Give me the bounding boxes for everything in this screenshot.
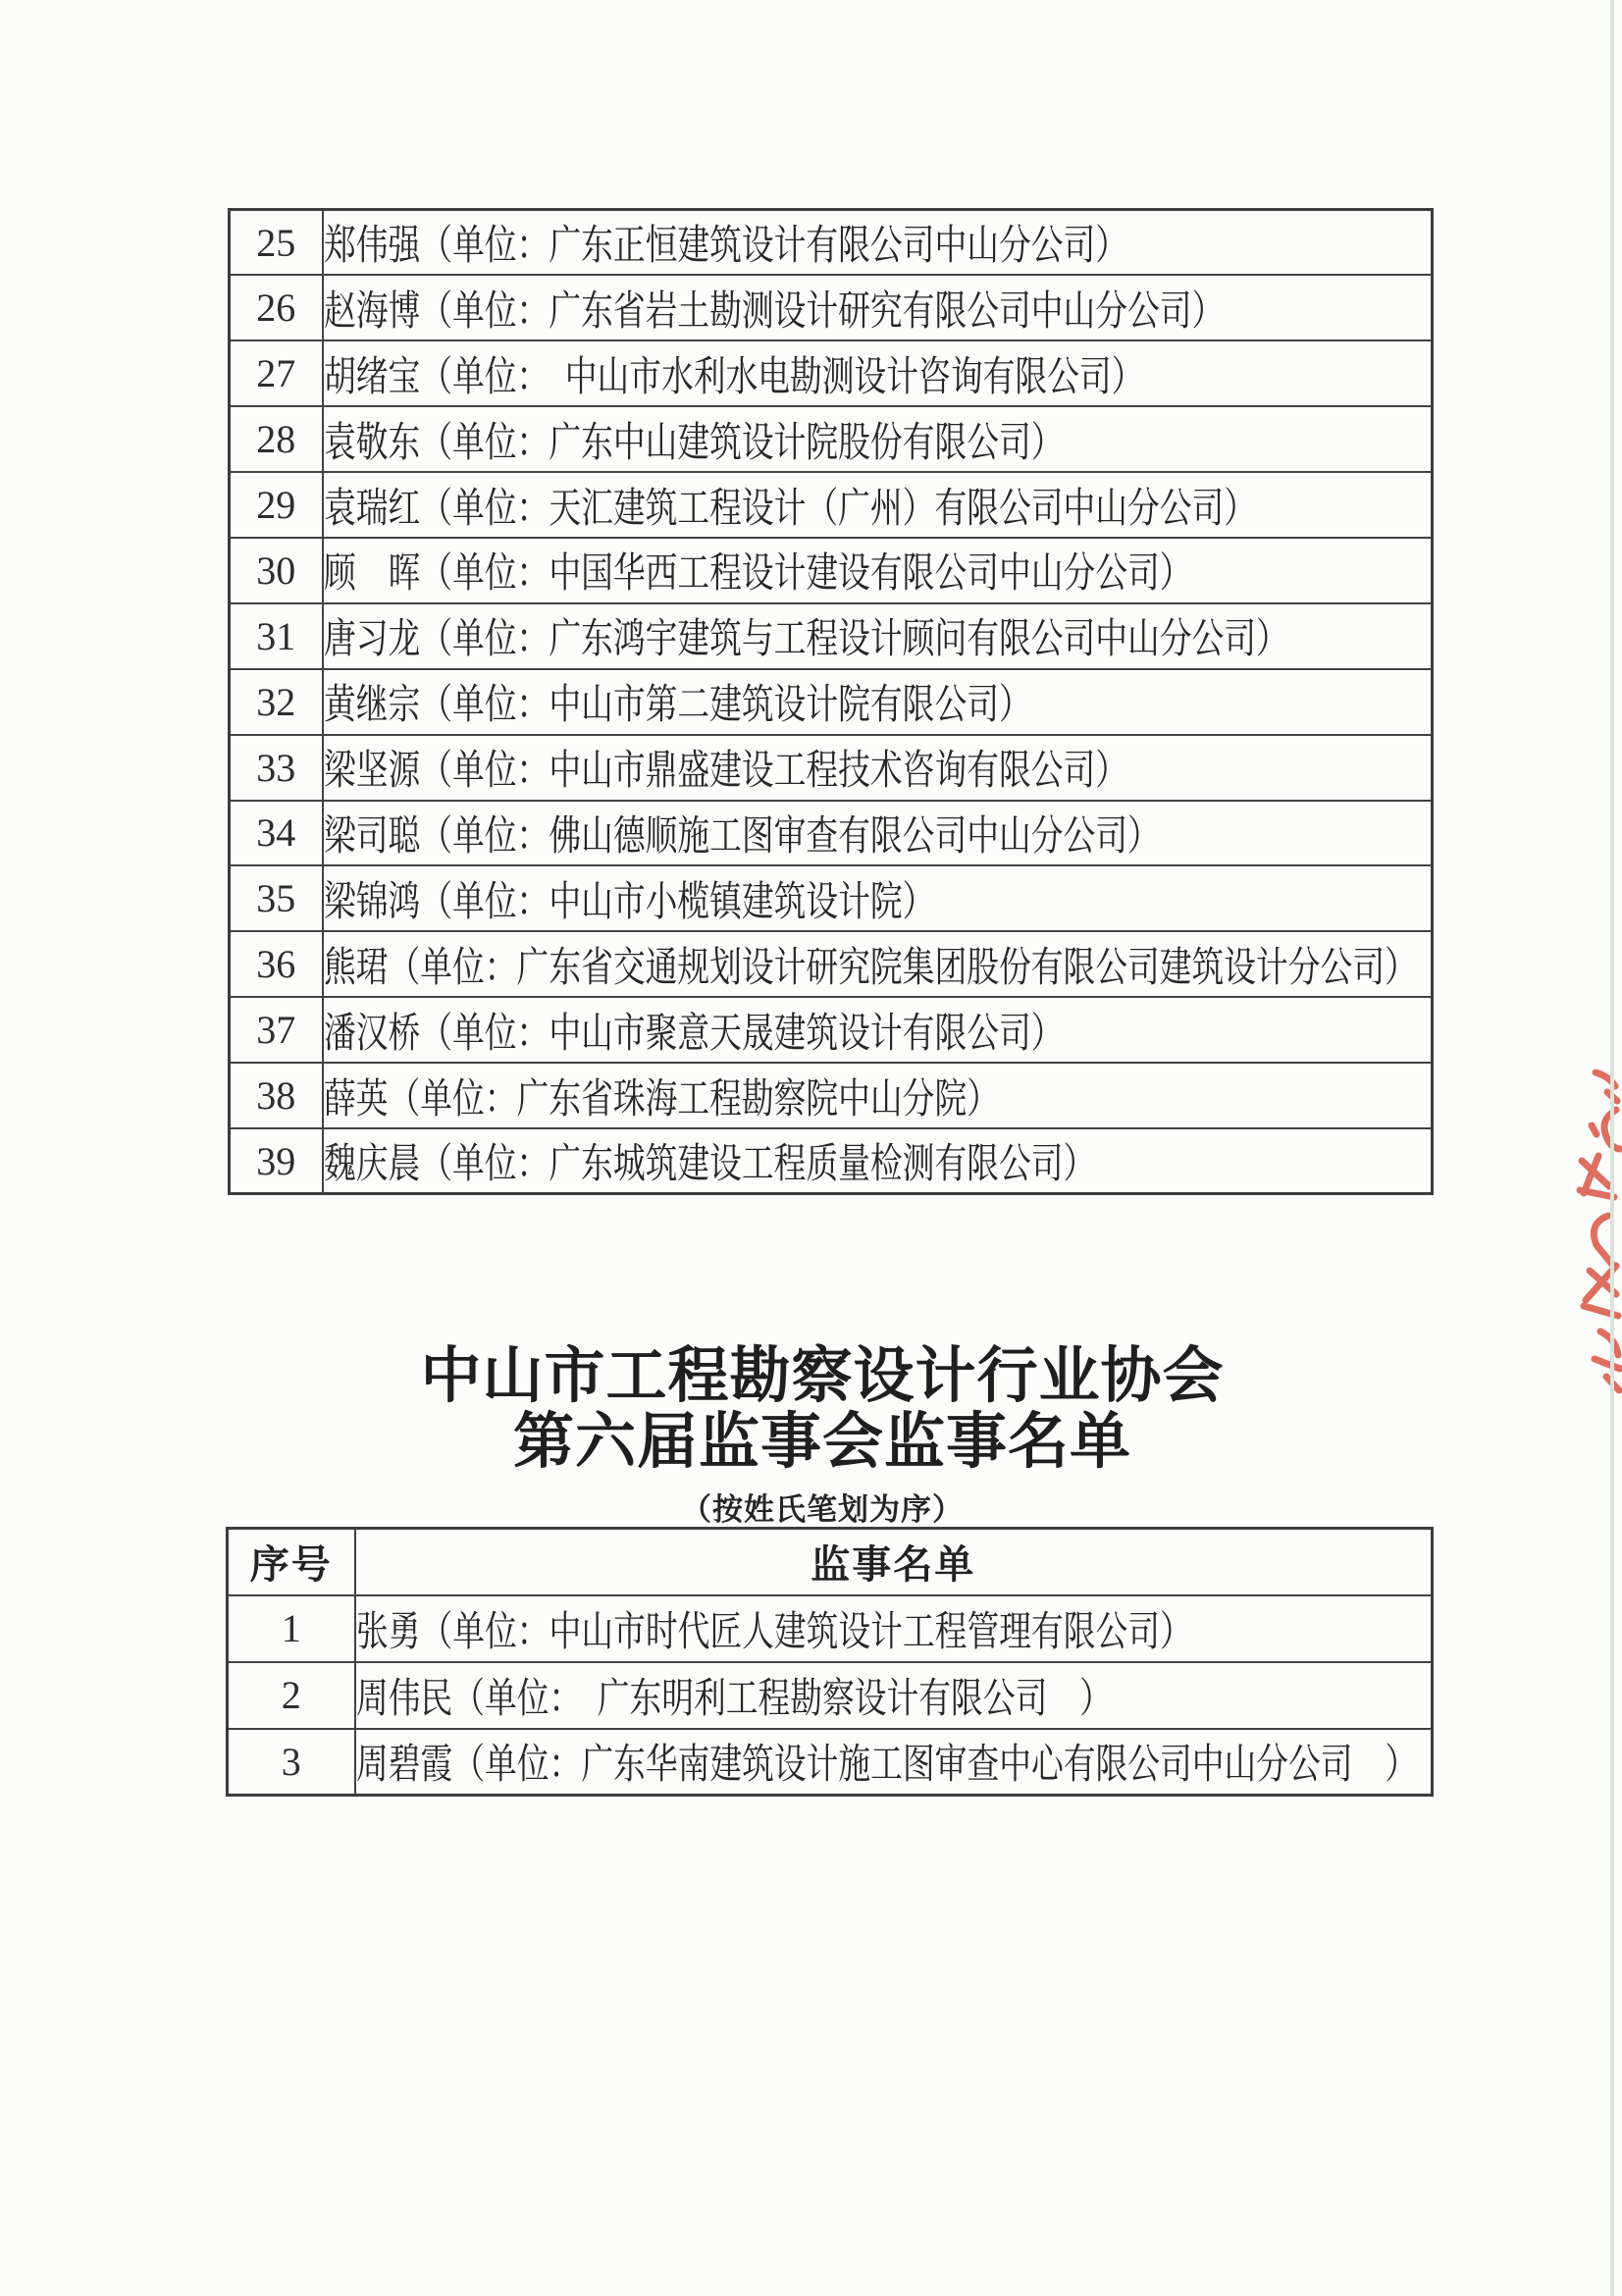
row-entry: [323, 340, 1433, 406]
page-title-line1: 中山市工程勘察设计行业协会: [420, 1343, 1225, 1410]
row-number: 1: [228, 1595, 355, 1662]
sort-order-note: （按姓氏笔划为序）: [681, 1492, 964, 1527]
table-row: [230, 538, 1433, 603]
table-row: [230, 801, 1433, 866]
row-entry: [323, 538, 1433, 603]
row-entry-text: 袁敬东（单位：广东中山建筑设计院股份有限公司）: [323, 420, 1063, 466]
row-entry-text: 熊珺（单位：广东省交通规划设计研究院集团股份有限公司建筑设计分公司）: [323, 945, 1417, 991]
row-entry-text: 周碧霞（单位：广东华南建筑设计施工图审查中心有限公司中山分公司 ）: [355, 1743, 1417, 1789]
row-number: 36: [230, 931, 323, 997]
row-entry-text: 周伟民（单位： 广东明利工程勘察设计有限公司 ）: [355, 1676, 1112, 1722]
title-block: [226, 1344, 1419, 1528]
row-number: 28: [230, 406, 323, 472]
row-entry: [355, 1729, 1433, 1796]
row-number: 27: [230, 340, 323, 406]
row-entry-text: 梁坚源（单位：中山市鼎盛建设工程技术咨询有限公司）: [323, 749, 1127, 795]
row-entry-text: 唐习龙（单位：广东鸿宇建筑与工程设计顾问有限公司中山分公司）: [323, 617, 1288, 663]
row-entry: [323, 669, 1433, 735]
row-entry: [323, 1063, 1433, 1128]
row-entry: [323, 1128, 1433, 1194]
row-entry-text: 薛英（单位：广东省珠海工程勘察院中山分院）: [323, 1076, 999, 1122]
header-supervisor-list: 监事名单: [355, 1529, 1433, 1595]
row-entry-text: 梁司聪（单位：佛山德顺施工图审查有限公司中山分公司）: [323, 813, 1160, 860]
row-entry: [323, 210, 1433, 276]
row-number: 34: [230, 801, 323, 866]
page-title-line2: 第六届监事会监事名单: [512, 1409, 1131, 1476]
row-number: 26: [230, 275, 323, 340]
row-number: 37: [230, 997, 323, 1063]
row-number: 3: [228, 1729, 355, 1796]
row-number: 32: [230, 669, 323, 735]
table-row: [228, 1662, 1433, 1729]
row-entry-text: 顾 晖（单位：中国华西工程设计建设有限公司中山分公司）: [323, 551, 1192, 598]
table-row: [230, 406, 1433, 472]
table-row: [230, 997, 1433, 1063]
table-row: [230, 210, 1433, 276]
row-entry: [323, 997, 1433, 1063]
row-entry: [323, 472, 1433, 538]
table-row: [230, 603, 1433, 669]
row-entry-text: 张勇（单位：中山市时代匠人建筑设计工程管理有限公司）: [355, 1609, 1192, 1655]
scan-edge-line: [1610, 0, 1614, 2296]
supervisors-table: [226, 1527, 1434, 1797]
row-entry: [323, 735, 1433, 801]
row-entry-text: 郑伟强（单位：广东正恒建筑设计有限公司中山分公司）: [323, 224, 1127, 270]
row-number: 25: [230, 210, 323, 276]
row-number: 38: [230, 1063, 323, 1128]
table-header-row: [228, 1529, 1433, 1595]
table-row: [230, 669, 1433, 735]
table-row: [230, 1063, 1433, 1128]
row-entry: [323, 931, 1433, 997]
row-number: 39: [230, 1128, 323, 1194]
row-entry-text: 梁锦鸿（单位：中山市小榄镇建筑设计院）: [323, 879, 934, 925]
row-entry-text: 赵海博（单位：广东省岩土勘测设计研究有限公司中山分公司）: [323, 288, 1224, 335]
row-entry: [323, 865, 1433, 931]
table-row: [228, 1729, 1433, 1796]
row-entry: [355, 1595, 1433, 1662]
table-row: [230, 735, 1433, 801]
row-entry: [323, 406, 1433, 472]
row-number: 29: [230, 472, 323, 538]
table-row: [230, 275, 1433, 340]
table-row: [230, 472, 1433, 538]
row-number: 35: [230, 865, 323, 931]
row-entry-text: 魏庆晨（单位：广东城筑建设工程质量检测有限公司）: [323, 1142, 1095, 1188]
row-entry-text: 潘汉桥（单位：中山市聚意天晟建筑设计有限公司）: [323, 1011, 1063, 1057]
header-serial-number: 序号: [228, 1529, 355, 1595]
members-table: [228, 208, 1434, 1195]
row-entry-text: 黄继宗（单位：中山市第二建筑设计院有限公司）: [323, 683, 1031, 729]
row-entry-text: 袁瑞红（单位：天汇建筑工程设计（广州）有限公司中山分公司）: [323, 486, 1256, 532]
table-row: [230, 865, 1433, 931]
row-entry-text: 胡绪宝（单位： 中山市水利水电勘测设计咨询有限公司）: [323, 354, 1143, 400]
row-entry: [323, 603, 1433, 669]
row-entry: [323, 801, 1433, 866]
row-number: 31: [230, 603, 323, 669]
table-row: [230, 340, 1433, 406]
row-entry: [355, 1662, 1433, 1729]
row-entry: [323, 275, 1433, 340]
row-number: 33: [230, 735, 323, 801]
row-number: 2: [228, 1662, 355, 1729]
table-row: [230, 1128, 1433, 1194]
table-row: [228, 1595, 1433, 1662]
table-row: [230, 931, 1433, 997]
row-number: 30: [230, 538, 323, 603]
